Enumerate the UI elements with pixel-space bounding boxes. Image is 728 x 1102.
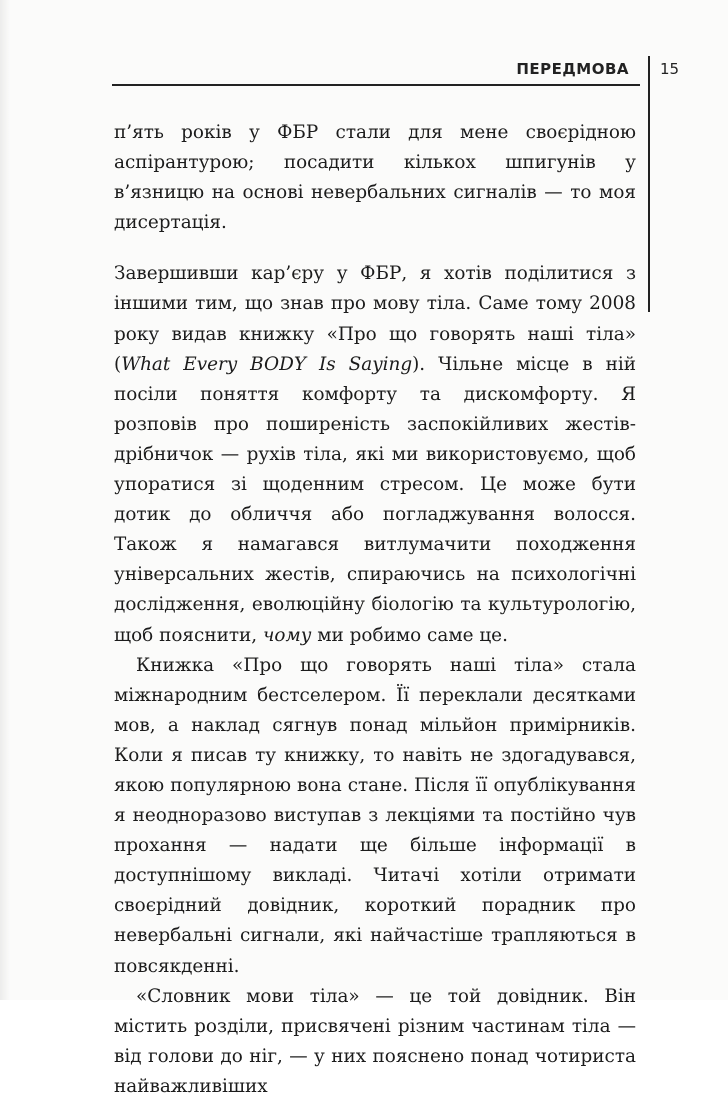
body-text	[114, 118, 636, 1102]
paragraph-1: п’ять років у ФБР стали для мене своєрідною аспірантурою; посадити кількох шпигунів у в’язницю на основі невербальних сигналів — то моя дисертація.	[114, 122, 636, 234]
paragraph-2-text-b: ). Чільне місце в ній посіли поняття комфорту та дискомфорту. Я розповів про поширеність заспокійливих жестів-дрібничок — рухів тіла, які ми використовуємо, щоб упоратися зі щоденним стресом. Це може бути дотик до обличчя або погладжування волосся. Також я намагався витлумачити походження універсальних жестів, спираючись на психологічні дослідження, еволюційну біологію та культурологію, щоб пояснити,	[114, 353, 636, 646]
page-edge-shadow	[0, 0, 10, 1000]
header-vertical-rule	[648, 56, 650, 312]
paragraph-2	[114, 259, 636, 650]
paragraph-4: «Словник мови тіла» — це той довідник. Він містить розділи, присвячені різним частинам тіла — від голови до ніг, — у них пояснено понад чотириста найважливіших	[114, 985, 636, 1097]
page-number: 15	[660, 60, 680, 78]
paragraph-2-text-c: ми робимо саме це.	[311, 624, 508, 646]
header-rule	[112, 84, 640, 86]
paragraph-2-text-a: Завершивши кар’єру у ФБР, я хотів поділитися з іншими тим, що знав про мову тіла. Саме тому 2008 року видав книжку «Про що говорять наші тіла» (	[114, 263, 636, 375]
paragraph-3: Книжка «Про що говорять наші тіла» стала міжнародним бестселером. Її переклали десятками мов, а наклад сягнув понад мільйон примірників. Коли я писав ту книжку, то навіть не здогадувався, якою популярною вона стане. Після її опублікування я неодноразово виступав з лекціями та постійно чув прохання — надати ще більше інформації в доступнішому викладі. Читачі хотіли отримати своєрідний довідник, короткий порадник про невербальні сигнали, які найчастіше трапляються в повсякденні.	[114, 654, 636, 977]
paragraph-2-book-title: What Every BODY Is Saying	[121, 353, 413, 375]
paragraph-2-emphasis: чому	[262, 624, 312, 646]
paragraph-gap	[114, 238, 636, 259]
running-head-section-title: ПЕРЕДМОВА	[516, 60, 629, 78]
